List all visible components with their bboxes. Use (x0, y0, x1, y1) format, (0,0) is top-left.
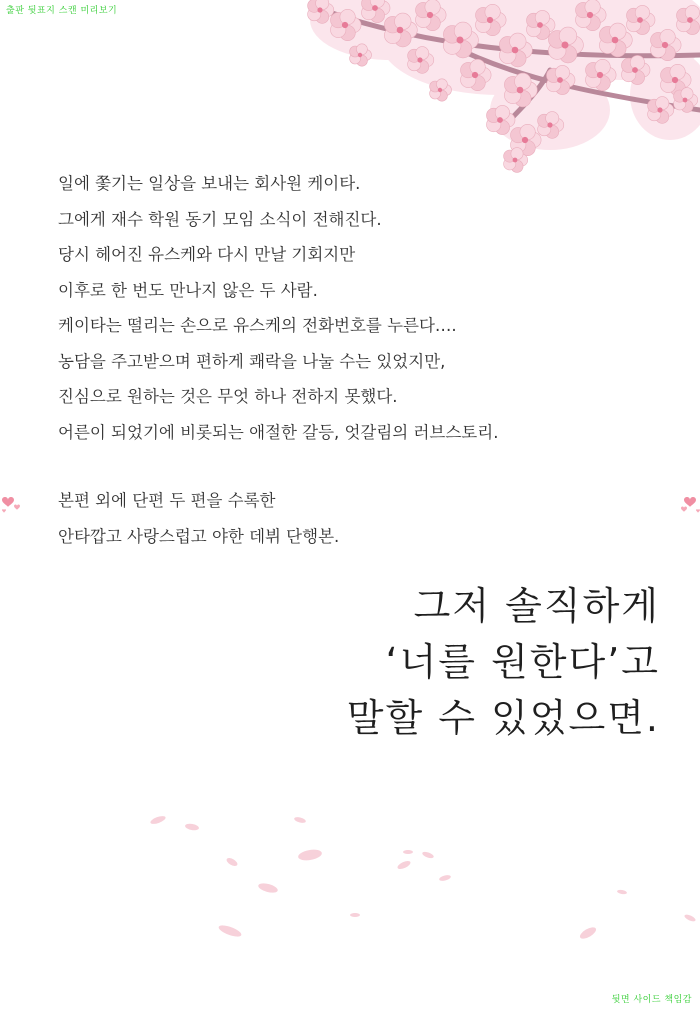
blurb-text (58, 483, 339, 554)
petal (225, 856, 238, 867)
corner-tag-top: 출판 뒷표지 스캔 미리보기 (6, 6, 118, 16)
heart-icon (0, 492, 26, 518)
synopsis-text (58, 166, 498, 450)
heart-icon (676, 492, 700, 518)
cherry-blossom-branch-illustration (300, 0, 700, 190)
tagline (347, 578, 660, 746)
synopsis-line: 농담을 주고받으며 편하게 쾌락을 나눌 수는 있었지만, (58, 351, 446, 371)
synopsis-line: 그에게 재수 학원 동기 모임 소식이 전해진다. (58, 209, 382, 229)
petal (439, 874, 452, 882)
synopsis-line: 이후로 한 번도 만나지 않은 두 사람. (58, 280, 318, 300)
synopsis-line: 케이타는 떨리는 손으로 유스케의 전화번호를 누른다…. (58, 316, 457, 335)
petal (217, 923, 242, 939)
petal (350, 913, 360, 917)
petal (149, 814, 166, 825)
synopsis-line: 어른이 되었기에 비롯되는 애절한 갈등, 엇갈림의 러브스토리. (58, 422, 499, 442)
petal (257, 882, 278, 895)
petal (684, 913, 697, 923)
tagline-line: 그저 솔직하게 (413, 584, 660, 628)
synopsis-line: 당시 헤어진 유스케와 다시 만날 기회지만 (58, 245, 356, 264)
petal (185, 823, 200, 831)
synopsis-line: 진심으로 원하는 것은 무엇 하나 전하지 못했다. (58, 387, 398, 406)
petal (403, 850, 413, 854)
corner-tag-bottom: 뒷면 사이드 책임감 (611, 995, 692, 1005)
petal (422, 851, 435, 860)
tagline-line: ‘너를 원한다’고 (385, 640, 660, 684)
blossom-flower (677, 5, 700, 34)
falling-petals-illustration (0, 800, 700, 960)
blurb-line: 안타깝고 사랑스럽고 야한 데뷔 단행본. (58, 526, 340, 546)
petal (297, 848, 322, 862)
synopsis-line: 일에 쫓기는 일상을 보내는 회사원 케이타. (58, 174, 361, 193)
blurb-line: 본편 외에 단편 두 편을 수록한 (58, 491, 276, 510)
petal (396, 859, 411, 870)
tagline-line: 말할 수 있었으면. (346, 696, 660, 740)
petal (578, 925, 598, 941)
petal (294, 816, 307, 824)
petal (617, 889, 628, 895)
